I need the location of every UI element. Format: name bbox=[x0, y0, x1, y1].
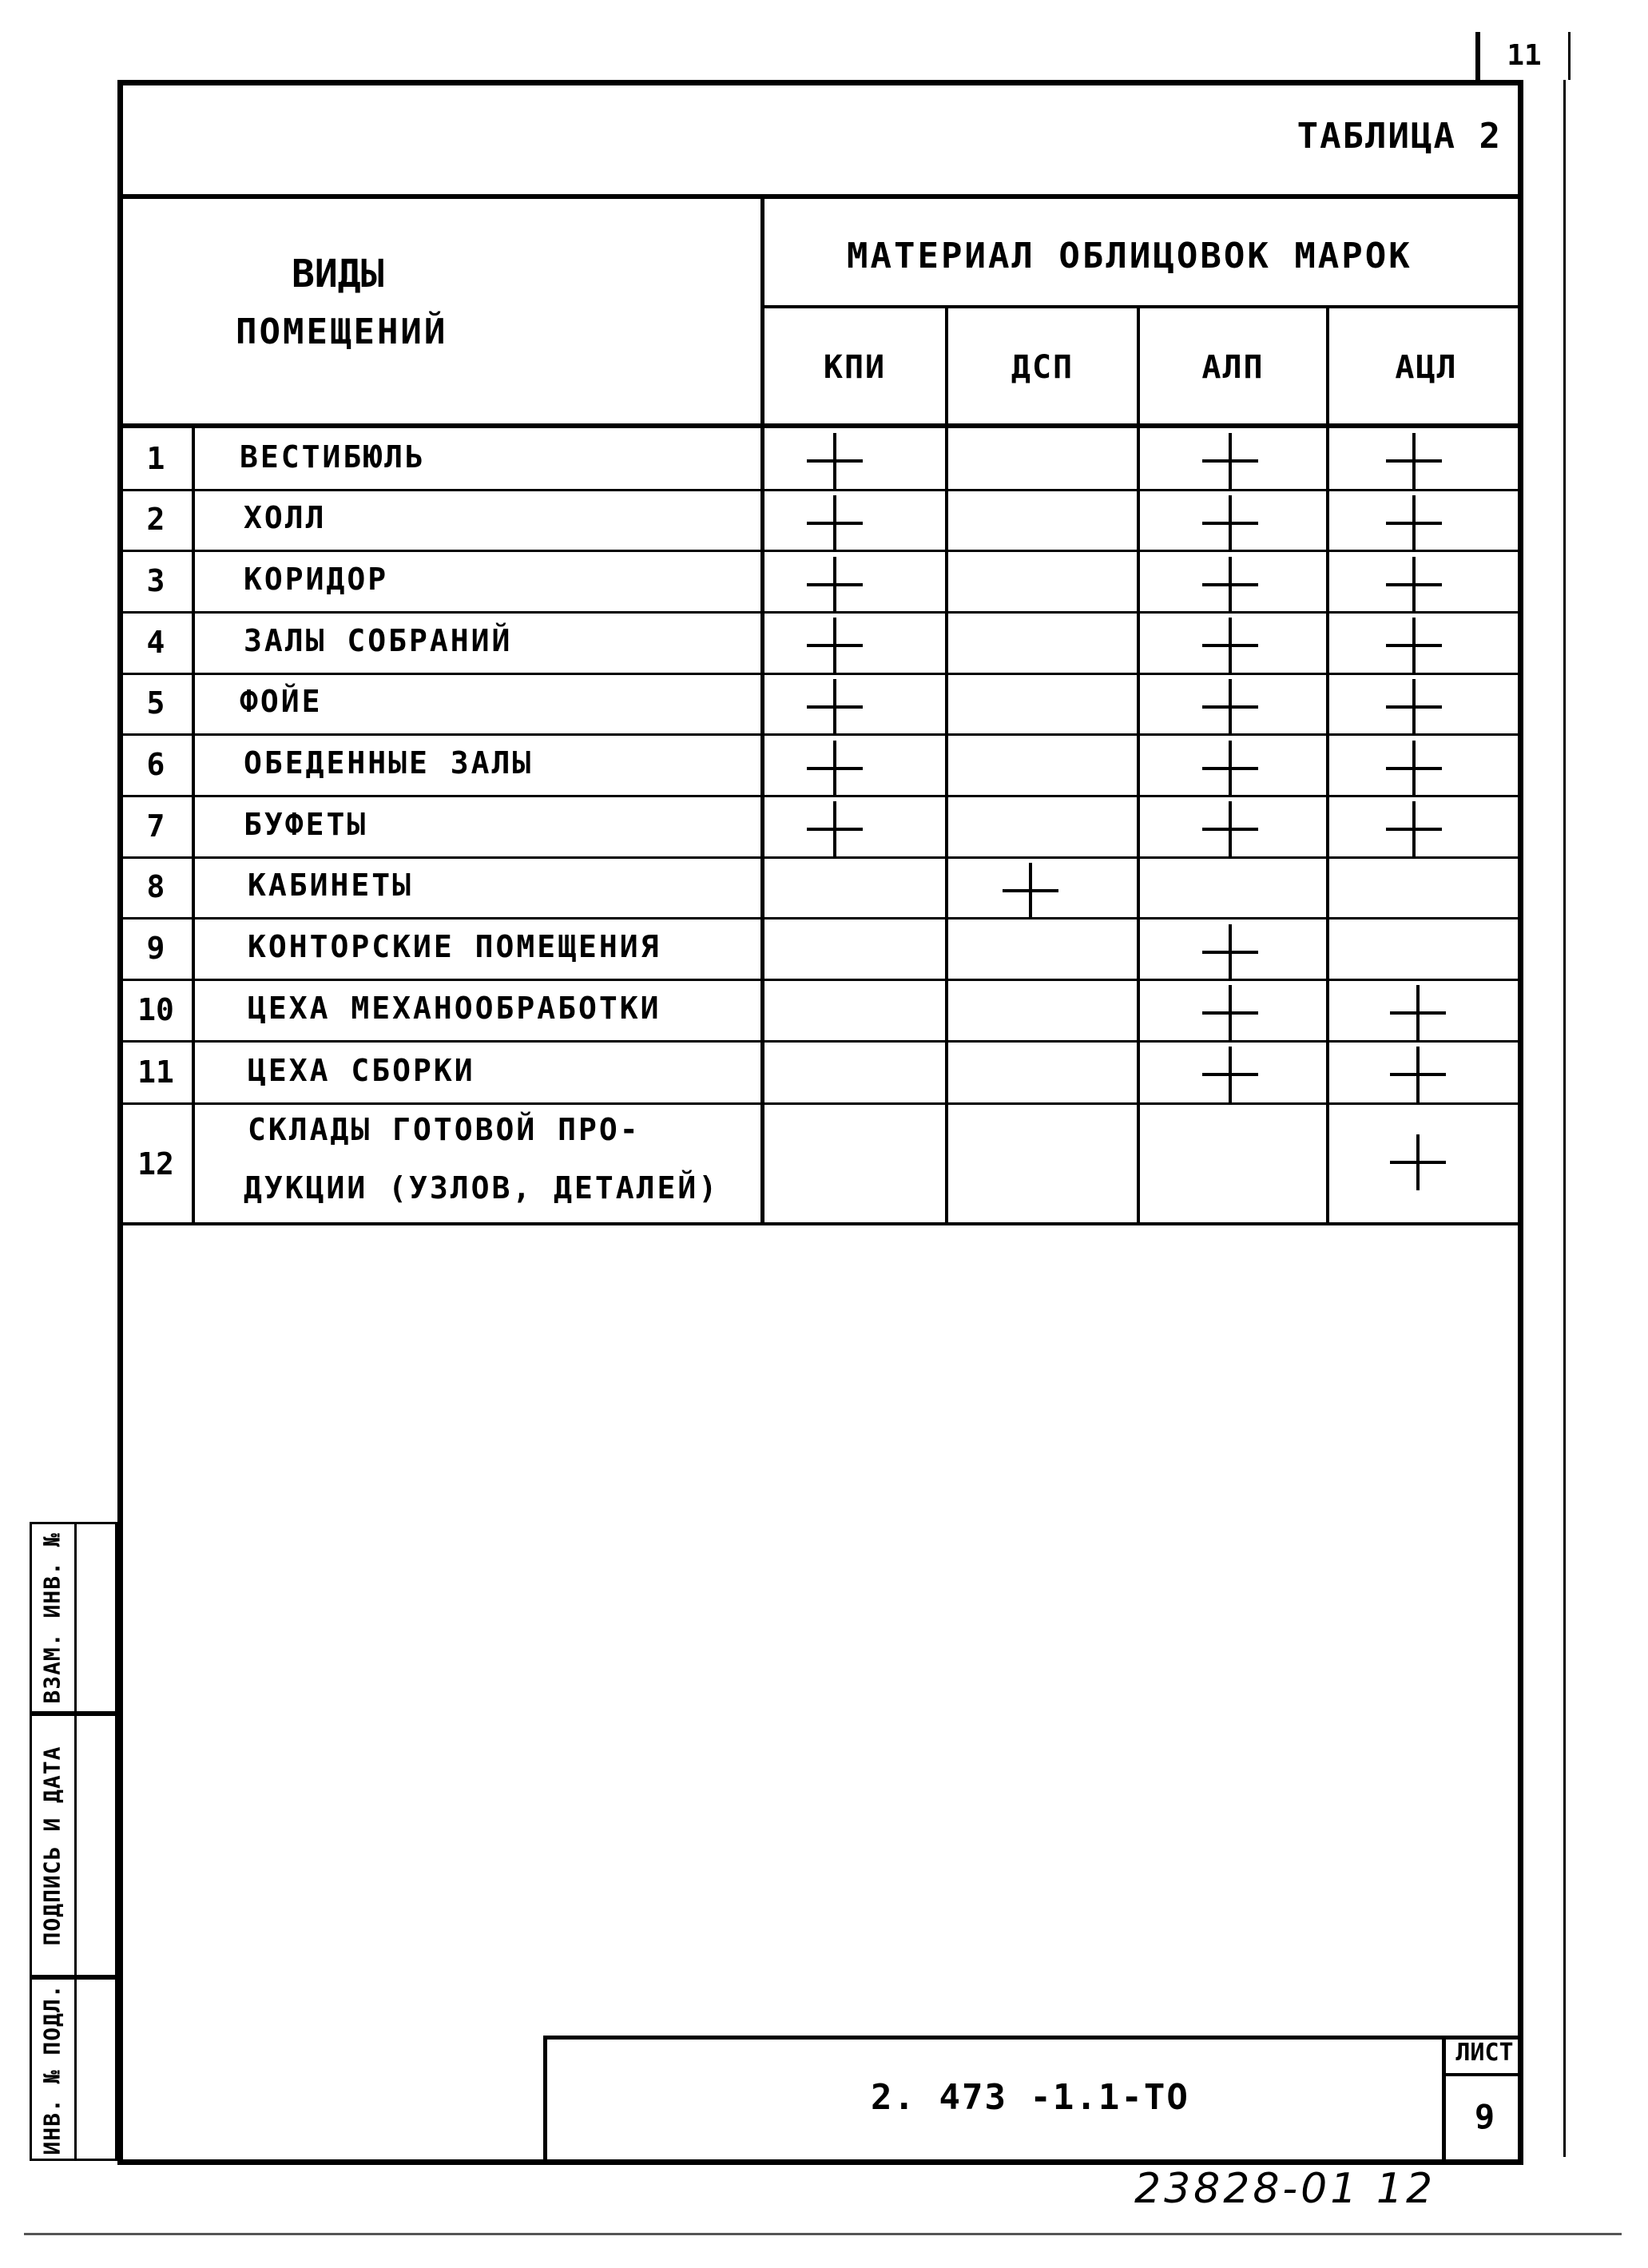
plus-mark bbox=[1202, 924, 1258, 980]
row-separator bbox=[120, 489, 1523, 491]
right-margin-line bbox=[1563, 80, 1566, 2157]
plus-mark bbox=[1202, 618, 1258, 673]
row-number: 1 bbox=[146, 441, 165, 476]
row-number: 11 bbox=[137, 1055, 174, 1090]
plus-mark bbox=[807, 495, 863, 551]
column-divider bbox=[945, 307, 948, 1225]
row-number: 5 bbox=[146, 685, 165, 721]
plus-mark bbox=[1390, 985, 1446, 1041]
plus-mark bbox=[1202, 557, 1258, 613]
header-room-types-2: ПОМЕЩЕНИЙ bbox=[236, 312, 448, 352]
plus-mark bbox=[1202, 801, 1258, 857]
plus-mark bbox=[1390, 1134, 1446, 1190]
row-name: ХОЛЛ bbox=[244, 500, 327, 535]
column-header-kpi: КПИ bbox=[823, 349, 887, 386]
plus-mark bbox=[1202, 495, 1258, 551]
document-code: 2. 473 -1.1-ТО bbox=[871, 2077, 1189, 2118]
column-header-dsp: ДСП bbox=[1011, 349, 1074, 386]
table-bottom-border bbox=[120, 1222, 1523, 1225]
plus-mark bbox=[807, 433, 863, 489]
header-material-group: МАТЕРИАЛ ОБЛИЦОВОК МАРОК bbox=[847, 236, 1412, 276]
plus-mark bbox=[1386, 679, 1442, 735]
stamp-label-original-inv bbox=[30, 1977, 74, 2161]
stamp-label-signature-date bbox=[30, 1714, 74, 1977]
sheet-number: 9 bbox=[1474, 2097, 1495, 2136]
title-block-sheet-divider bbox=[1442, 2073, 1523, 2076]
row-number: 12 bbox=[137, 1146, 174, 1182]
plus-mark bbox=[807, 801, 863, 857]
row-name: ВЕСТИБЮЛЬ bbox=[240, 439, 426, 475]
header-room-types-1: ВИДЫ bbox=[292, 252, 384, 296]
inventory-number: 23828-01 12 bbox=[1134, 2165, 1436, 2213]
row-name: ЗАЛЫ СОБРАНИЙ bbox=[244, 623, 513, 658]
plus-mark bbox=[1386, 618, 1442, 673]
header-divider bbox=[763, 305, 1523, 308]
plus-mark bbox=[807, 557, 863, 613]
plus-mark bbox=[1202, 1047, 1258, 1102]
row-separator bbox=[120, 917, 1523, 920]
row-name: КОРИДОР bbox=[244, 562, 389, 597]
plus-mark bbox=[1202, 433, 1258, 489]
plus-mark bbox=[1390, 1047, 1446, 1102]
header-bottom-border bbox=[117, 423, 1523, 428]
column-divider bbox=[1137, 307, 1140, 1225]
row-name: КАБИНЕТЫ bbox=[248, 868, 414, 903]
plus-mark bbox=[807, 618, 863, 673]
stamp-inner-divider bbox=[74, 1522, 77, 2161]
row-name: БУФЕТЫ bbox=[244, 807, 368, 842]
table-title: ТАБЛИЦА 2 bbox=[1297, 116, 1502, 157]
plus-mark bbox=[807, 679, 863, 735]
stamp-text: ПОДПИСЬ И ДАТА bbox=[38, 1745, 66, 1946]
row-separator bbox=[120, 979, 1523, 981]
row-name: ЦЕХА СБОРКИ bbox=[248, 1053, 475, 1088]
row-number: 2 bbox=[146, 502, 165, 537]
plus-mark bbox=[1202, 679, 1258, 735]
row-number: 9 bbox=[146, 931, 165, 966]
row-separator bbox=[120, 1040, 1523, 1043]
num-column-divider bbox=[192, 426, 195, 1225]
plus-mark bbox=[1202, 985, 1258, 1041]
sheet-label: ЛИСТ bbox=[1455, 2039, 1514, 2067]
column-header-atsl: АЦЛ bbox=[1395, 349, 1458, 386]
stamp-text: ВЗАМ. ИНВ. № bbox=[38, 1531, 66, 1704]
column-header-alp: АЛП bbox=[1201, 349, 1265, 386]
row-number: 3 bbox=[146, 563, 165, 598]
column-divider bbox=[1326, 307, 1329, 1225]
row-number: 7 bbox=[146, 808, 165, 844]
plus-mark bbox=[1386, 495, 1442, 551]
row-separator bbox=[120, 1102, 1523, 1105]
plus-mark bbox=[807, 741, 863, 796]
plus-mark bbox=[1386, 801, 1442, 857]
stamp-label-replaced-inv bbox=[30, 1522, 74, 1714]
row-number: 10 bbox=[137, 992, 174, 1027]
plus-mark bbox=[1386, 741, 1442, 796]
row-name: КОНТОРСКИЕ ПОМЕЩЕНИЯ bbox=[248, 929, 661, 964]
row-name: ЦЕХА МЕХАНООБРАБОТКИ bbox=[248, 991, 661, 1026]
plus-mark bbox=[1003, 863, 1058, 919]
table-top-border bbox=[117, 194, 1523, 199]
row-name: ФОЙЕ bbox=[240, 684, 323, 719]
stamp-text: ИНВ. № ПОДЛ. bbox=[38, 1983, 66, 2155]
row-name-line-1: СКЛАДЫ ГОТОВОЙ ПРО- bbox=[248, 1112, 641, 1147]
row-name-line-2: ДУКЦИИ (УЗЛОВ, ДЕТАЛЕЙ) bbox=[244, 1170, 720, 1205]
row-number: 6 bbox=[146, 747, 165, 782]
plus-mark bbox=[1386, 557, 1442, 613]
plus-mark bbox=[1202, 741, 1258, 796]
row-number: 8 bbox=[146, 869, 165, 904]
bottom-rule bbox=[24, 2233, 1622, 2235]
page-number: 11 bbox=[1475, 32, 1571, 80]
plus-mark bbox=[1386, 433, 1442, 489]
row-name: ОБЕДЕННЫЕ ЗАЛЫ bbox=[244, 745, 534, 780]
row-number: 4 bbox=[146, 625, 165, 660]
